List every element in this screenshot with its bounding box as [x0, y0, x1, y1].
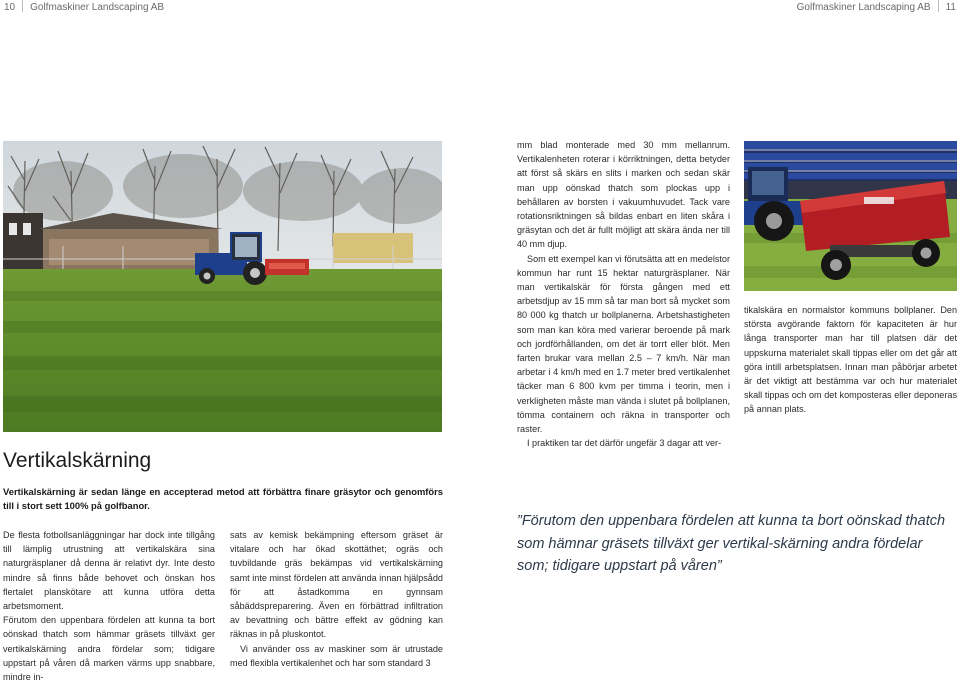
- text-column-2: [230, 528, 443, 670]
- paragraph: tikalskära en normalstor kommuns bollplaner. Den största avgörande faktorn för kapaciteten är hur långa transporter man har till platsen där det uppskurna materialet skall tippas eller om det går att göra intill arbetsplatsen. Innan man påbörjar arbetet är det viktigt att bestämma var och hur materialet skall tippas och om det komposteras eller deponeras på annan plats.: [744, 305, 957, 415]
- header-divider: [938, 0, 939, 12]
- vertical-cutter-photo: [744, 141, 957, 291]
- right-page-header: [797, 0, 956, 14]
- left-page-header: [4, 0, 164, 14]
- pull-quote: ”Förutom den uppenbara fördelen att kunna ta bort oönskad thatch som hämnar gräsets tillväxt ger vertikal-skärning andra fördelar som; tidigare uppstart på våren”: [517, 513, 946, 574]
- paragraph: Förutom den uppenbara fördelen att kunna ta bort oönskad thatch som hämmar gräsets tillväxt ger vertikalskärning andra fördelar som; tidigare uppstart på våren då marken värms upp snabbare, mindre in-: [3, 615, 215, 683]
- paragraph: I praktiken tar det därför ungefär 3 dagar att ver-: [527, 438, 722, 449]
- text-column-3: [517, 138, 730, 450]
- section-heading: Vertikalskärning: [3, 449, 152, 472]
- paragraph: mm blad monterade med 30 mm mellanrum. Vertikalenheten roterar i körriktningen, detta betyder att först så skärs en slits i marken och sedan skär man upp oönskad thatch som plockas upp i behållaren av borsten i vakuumhuvudet. Tack vare rotationsriktningen så bildas enbart en liten skåra i gräsytan och det är fullt möjligt att skära ända ner till 40 mm djup.: [517, 140, 730, 250]
- text-column-1: [3, 528, 215, 684]
- field-tractor-photo: [3, 141, 442, 432]
- section-lead: Vertikalskärning är sedan länge en accepterad metod att förbättra finare gräsytor och genomförs till i stort sett 100% på golfbanor.: [3, 486, 443, 511]
- vertical-cutter-illustration: [744, 141, 957, 291]
- right-page-number: 11: [945, 2, 956, 13]
- header-divider: [22, 0, 23, 12]
- left-header-title: Golfmaskiner Landscaping AB: [30, 2, 165, 13]
- paragraph: sats av kemisk bekämpning eftersom gräset är vitalare och har ökad skottäthet; ogräs och tuvbildande gräs bekämpas vid vertikalskärning samt inte minst fördelen att använda innan hjälpsådd för att åstadkomma en gynnsam såbäddspreparering. Även en förbättrad infiltration av bevattning och bättre effekt av gödning kan räknas in på pluskontot.: [230, 530, 443, 640]
- left-page-number: 10: [4, 2, 16, 13]
- field-tractor-illustration: [3, 141, 442, 432]
- paragraph: De flesta fotbollsanläggningar har dock inte tillgång till lämplig utrustning att vertikalskära sina naturgräsplaner då denna är relativt dyr. Inte desto mindre så finns både behovet och önskan hos flertalet planskötare att kunna utföra detta arbetsmoment.: [3, 530, 215, 612]
- right-header-title: Golfmaskiner Landscaping AB: [796, 2, 931, 13]
- paragraph: Som ett exempel kan vi förutsätta att en medelstor kommun har runt 15 hektar naturgräsplaner. När man vertikalskär för första gången med ett arbetsdjup av 15 mm så tar man bort så mycket som 80 000 kg thatch ur bollplanerna. Arbetshastigheten som man kan köra med varierar beroende på mark och jordförhållanden, om det är torrt eller blöt. Men farten brukar vara mellan 2.5 – 7 km/h. När man arbetar i 4 km/h med en 1.7 meter bred vertikalenhet täcker man 6 800 kvm per timma i teorin, men i verkligheten måste man vända i slutet på bollplanen, tömma containern och räkna in transporter och raster.: [517, 253, 730, 435]
- text-column-4: [744, 303, 957, 417]
- paragraph: Vi använder oss av maskiner som är utrustade med flexibla vertikalenhet och har som standard 3: [230, 643, 443, 668]
